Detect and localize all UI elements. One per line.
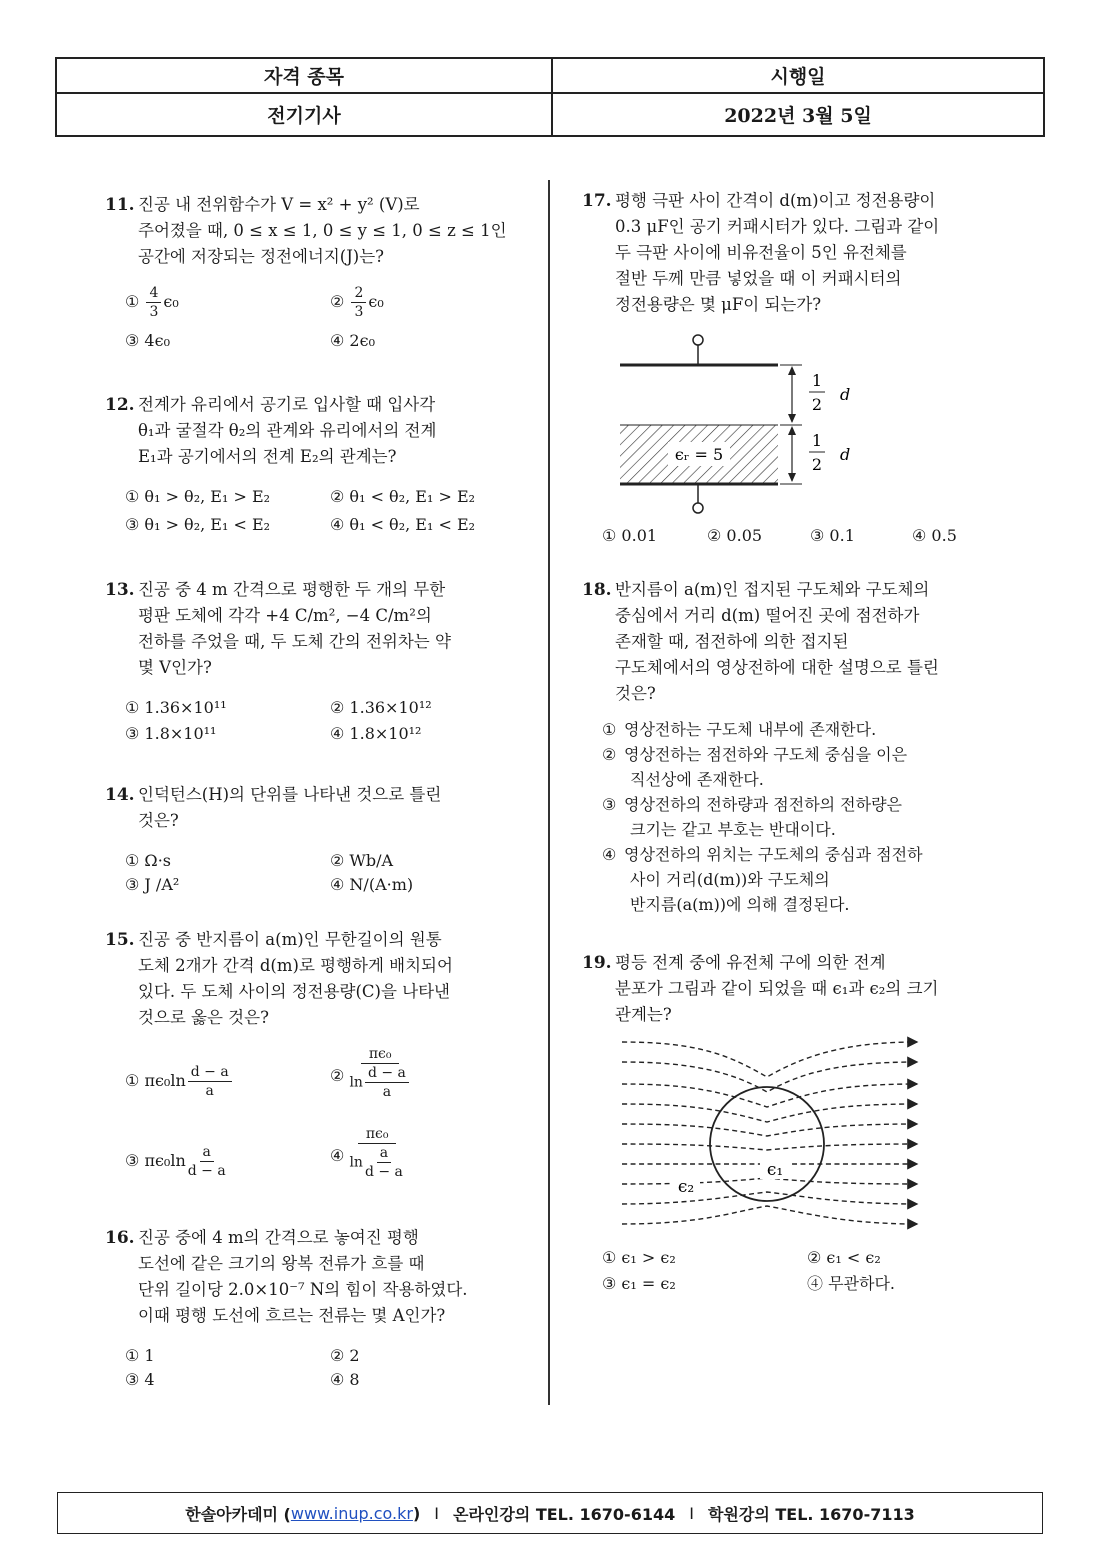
option-4[interactable]: ④ 영상전하의 위치는 구도체의 중심과 점전하 사이 거리(d(m))와 구도체의 반지름(a(m))에 의해 결정된다. (602, 845, 923, 914)
question-line: 있다. 두 도체 사이의 정전용량(C)을 나타낸 (138, 982, 450, 1001)
header-date-label: 시행일 (770, 66, 826, 88)
question-text (138, 927, 530, 1031)
option-3[interactable]: ③ 4 (125, 1370, 155, 1389)
question-number: 13. (105, 580, 135, 600)
option-3[interactable]: ③ 0.1 (810, 526, 855, 545)
half-den-bottom: 2 (811, 455, 823, 474)
option-4[interactable]: ④ 0.5 (912, 526, 957, 545)
answer-options (125, 1343, 530, 1393)
question-number: 16. (105, 1228, 135, 1248)
epsilon-r-label: ϵᵣ = 5 (674, 445, 724, 464)
question-text (138, 782, 530, 834)
half-den-top: 2 (811, 395, 823, 414)
question-line: 진공 중 반지름이 a(m)인 무한길이의 원통 (138, 930, 442, 949)
option-3[interactable]: ③ ϵ₁ = ϵ₂ (602, 1274, 676, 1293)
question-text (138, 1225, 530, 1329)
option-2[interactable]: ② ϵ₁ < ϵ₂ (807, 1248, 881, 1267)
option-2[interactable]: ② 1.36×10¹² (330, 698, 432, 717)
dielectric-sphere (710, 1087, 824, 1201)
question-number: 15. (105, 930, 135, 950)
answer-options (125, 1045, 530, 1215)
question-line: 것은? (138, 811, 179, 830)
question-text (138, 392, 530, 470)
question-text (138, 577, 530, 681)
header-date-value: 2022년 3월 5일 (724, 105, 872, 127)
d-label-top: d (840, 385, 851, 404)
question-number: 12. (105, 395, 135, 415)
question-line: 정전용량은 몇 μF이 되는가? (615, 295, 822, 314)
answer-options (602, 717, 1012, 917)
option-4[interactable]: ④ 1.8×10¹² (330, 724, 422, 743)
option-3[interactable]: ③ J /A² (125, 875, 180, 894)
question-number: 17. (582, 191, 612, 211)
question-line: 평행 극판 사이 간격이 d(m)이고 정전용량이 (615, 191, 936, 210)
option-2[interactable]: ② 영상전하는 점전하와 구도체 중심을 이은 직선상에 존재한다. (602, 745, 908, 789)
question-line: 0.3 μF인 공기 커패시터가 있다. 그림과 같이 (615, 217, 940, 236)
question-line: 공간에 저장되는 정전에너지(J)는? (138, 247, 385, 266)
question-line: 진공 중에 4 m의 간격으로 놓여진 평행 (138, 1228, 419, 1247)
exam-header-table (55, 57, 1045, 137)
question-line: 것은? (615, 684, 656, 703)
option-2[interactable]: ② 2 (330, 1346, 360, 1365)
question-line: 주어졌을 때, 0 ≤ x ≤ 1, 0 ≤ y ≤ 1, 0 ≤ z ≤ 1인 (138, 221, 507, 240)
question-line: 이때 평행 도선에 흐르는 전류는 몇 A인가? (138, 1306, 446, 1325)
field-distribution-figure (612, 1032, 942, 1232)
option-3[interactable]: ③ 1.8×10¹¹ (125, 724, 217, 743)
question-line: 전계가 유리에서 공기로 입사할 때 입사각 (138, 395, 436, 414)
question-line: 중심에서 거리 d(m) 떨어진 곳에 점전하가 (615, 606, 920, 625)
question-number: 18. (582, 580, 612, 600)
option-1[interactable]: ① 1 (125, 1346, 155, 1365)
option-3[interactable]: ③ 4ϵ₀ (125, 331, 170, 350)
answer-options (125, 848, 530, 898)
question-line: 전하를 주었을 때, 두 도체 간의 전위차는 약 (138, 632, 451, 651)
option-4[interactable]: ④ θ₁ < θ₂, E₁ < E₂ (330, 515, 476, 534)
half-num-top: 1 (811, 371, 823, 390)
option-2[interactable]: ② πϵ₀ ln $\frac{d - a}{a}$ (330, 1045, 411, 1101)
option-1[interactable]: ① πϵ₀ln $\frac{d - a}{a}$ (125, 1063, 234, 1100)
option-3[interactable]: ③ πϵ₀ln $\frac{a}{d - a}$ (125, 1144, 226, 1179)
question-line: 존재할 때, 점전하에 의한 접지된 (615, 632, 849, 651)
question-16 (105, 1225, 530, 1393)
question-line: θ₁과 굴절각 θ₂의 관계와 유리에서의 전계 (138, 421, 437, 440)
question-11 (105, 192, 530, 354)
question-line: 몇 V인가? (138, 658, 212, 677)
top-terminal (693, 335, 703, 345)
question-number: 19. (582, 953, 612, 973)
option-1[interactable]: ① 1.36×10¹¹ (125, 698, 227, 717)
epsilon-1-label: ϵ₁ (766, 1160, 784, 1180)
option-4[interactable]: ④ 무관하다. (807, 1274, 895, 1293)
question-15 (105, 927, 530, 1215)
header-subject-label: 자격 종목 (263, 66, 345, 88)
academy-name: 한솔아카데미 ( (185, 1504, 291, 1524)
question-line: 절반 두께 만큼 넣었을 때 이 커패시터의 (615, 269, 902, 288)
separator: I (434, 1503, 439, 1523)
question-text (615, 188, 1012, 318)
answer-options (125, 484, 530, 544)
header-subject-value: 전기기사 (267, 105, 341, 127)
website-link[interactable]: www.inup.co.kr (290, 1503, 413, 1523)
question-18 (582, 577, 1012, 917)
question-line: 것으로 옳은 것은? (138, 1008, 269, 1027)
academy-phone: 학원강의 TEL. 1670-7113 (707, 1504, 915, 1524)
option-2[interactable]: ② 0.05 (707, 526, 763, 545)
paren-close: ) (412, 1503, 421, 1523)
question-line: 단위 길이당 2.0×10⁻⁷ N의 힘이 작용하였다. (138, 1280, 468, 1299)
footer-contact-bar (57, 1492, 1043, 1534)
half-num-bottom: 1 (811, 431, 823, 450)
option-1[interactable]: ① Ω·s (125, 851, 171, 870)
online-phone: 온라인강의 TEL. 1670-6144 (452, 1504, 676, 1524)
question-line: 구도체에서의 영상전하에 대한 설명으로 틀린 (615, 658, 939, 677)
option-4[interactable]: ④ 2ϵ₀ (330, 331, 375, 350)
option-3[interactable]: ③ θ₁ > θ₂, E₁ < E₂ (125, 515, 271, 534)
question-line: 평등 전계 중에 유전체 구에 의한 전계 (615, 953, 886, 972)
answer-options (125, 284, 530, 354)
option-1[interactable]: ① $\frac{4}{3}$ ϵ₀ (125, 285, 179, 320)
option-2[interactable]: ② θ₁ < θ₂, E₁ > E₂ (330, 487, 476, 506)
question-line: 인덕턴스(H)의 단위를 나타낸 것으로 틀린 (138, 785, 442, 804)
option-4[interactable]: ④ N/(A·m) (330, 875, 414, 894)
question-text (138, 192, 530, 270)
answer-options (582, 1245, 1012, 1305)
question-line: E₁과 공기에서의 전계 E₂의 관계는? (138, 447, 397, 466)
question-text (615, 950, 1012, 1028)
option-4[interactable]: ④ πϵ₀ ln $\frac{a}{d - a}$ (330, 1126, 403, 1180)
question-number: 11. (105, 195, 135, 215)
bottom-terminal (693, 503, 703, 513)
option-4[interactable]: ④ 8 (330, 1370, 360, 1389)
question-line: 도선에 같은 크기의 왕복 전류가 흐를 때 (138, 1254, 425, 1273)
option-1[interactable]: ① 영상전하는 구도체 내부에 존재한다. (602, 720, 877, 739)
question-text (615, 577, 1012, 707)
option-2[interactable]: ② $\frac{2}{3}$ ϵ₀ (330, 285, 384, 320)
option-2[interactable]: ② Wb/A (330, 851, 394, 870)
question-line: 진공 내 전위함수가 V = x² + y² (V)로 (138, 195, 420, 214)
question-number: 14. (105, 785, 135, 805)
answer-options (125, 695, 530, 755)
question-19 (582, 950, 1012, 1293)
option-3[interactable]: ③ 영상전하의 전하량과 점전하의 전하량은 크기는 같고 부호는 반대이다. (602, 795, 903, 839)
question-line: 두 극판 사이에 비유전율이 5인 유전체를 (615, 243, 907, 262)
answer-options (582, 523, 1012, 553)
d-label-bottom: d (840, 445, 851, 464)
question-17 (582, 188, 1012, 545)
question-12 (105, 392, 530, 544)
question-line: 분포가 그림과 같이 되었을 때 ϵ₁과 ϵ₂의 크기 (615, 979, 939, 998)
capacitor-figure (612, 328, 912, 518)
question-line: 진공 중 4 m 간격으로 평행한 두 개의 무한 (138, 580, 446, 599)
option-1[interactable]: ① θ₁ > θ₂, E₁ > E₂ (125, 487, 271, 506)
column-divider (548, 180, 550, 1405)
question-line: 반지름이 a(m)인 접지된 구도체와 구도체의 (615, 580, 930, 599)
option-1[interactable]: ① ϵ₁ > ϵ₂ (602, 1248, 676, 1267)
question-line: 관계는? (615, 1005, 672, 1024)
question-13 (105, 577, 530, 755)
question-line: 도체 2개가 간격 d(m)로 평행하게 배치되어 (138, 956, 453, 975)
question-14 (105, 782, 530, 898)
option-1[interactable]: ① 0.01 (602, 526, 658, 545)
question-line: 평판 도체에 각각 +4 C/m², −4 C/m²의 (138, 606, 432, 625)
epsilon-2-label: ϵ₂ (677, 1177, 695, 1197)
separator: I (689, 1503, 694, 1523)
